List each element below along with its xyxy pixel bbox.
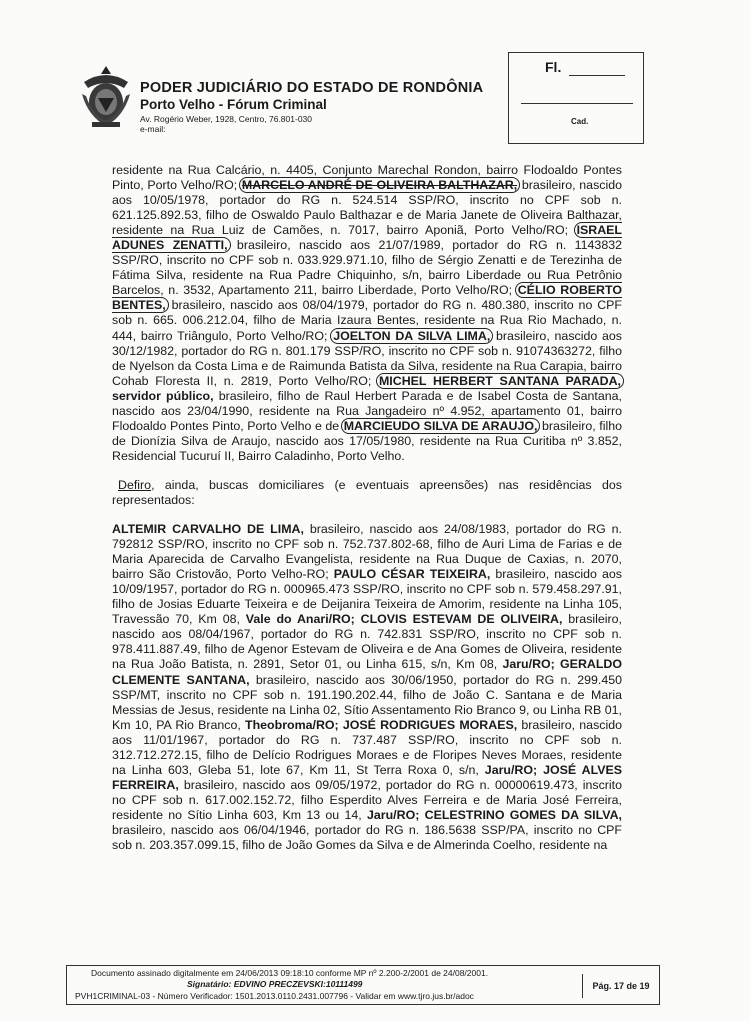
highlighted-name: ISRAEL ADUNES ZENATTI, — [112, 223, 622, 253]
name-span: ALTEMIR CARVALHO DE LIMA, — [112, 522, 304, 537]
highlighted-name: JOELTON DA SILVA LIMA, — [330, 328, 493, 344]
coat-of-arms-icon — [78, 64, 134, 130]
paragraph-defiro — [112, 478, 622, 508]
highlighted-name: MARCELO ANDRÉ DE OLIVEIRA BALTHAZAR, — [239, 177, 520, 193]
footer-signed-line: Documento assinado digitalmente em 24/06/2013 09:18:10 conforme MP nº 2.200-2/2001 de 24/08/2001. — [91, 968, 489, 978]
text-span: brasileiro, nascido aos 10/05/1978, portador do RG n. 524.514 SSP/RO, inscrito no CPF sob n. 621.125.892.53, filho de Oswaldo Paulo Balthazar e de Maria Janete de Oliveira Balthazar, residente na Rua Luiz de Camões, n. 7017, bairro Aponiã, Porto Velho/RO; — [112, 178, 622, 238]
signature-footer — [66, 965, 660, 1005]
court-address: Av. Rogério Weber, 1928, Centro, 76.801-030 — [140, 114, 313, 124]
name-span: Jaru/RO; JOSÉ ALVES FERREIRA, — [112, 762, 623, 792]
cad-label: Cad. — [571, 117, 589, 126]
text-span: brasileiro, nascido aos 08/04/1967, portador do RG n. 742.831 SSP/RO, inscrito no CPF sob n. 978.411.887.49, filho de Agenor Estevam de Oliveira e de Ana Gomes de Oliveira, residente na Rua João Batista, n. 2891, Setor 01, ou Linha 615, s/n, Km 08, — [112, 612, 622, 672]
document-body — [112, 163, 622, 853]
text-span: brasileiro, nascido aos 10/09/1957, portador do RG n. 000965.473 SSP/RO, inscrito no CPF sob n. 579.458.297.91, filho de Josias Eduarte Teixeira e de Deijanira Teixeira de Amorim, residente na Linha 105, Travessão 70, Km 08, — [112, 567, 622, 627]
court-name: PODER JUDICIÁRIO DO ESTADO DE RONDÔNIA — [140, 80, 484, 96]
paragraph-representados — [112, 522, 622, 853]
text-span: brasileiro, nascido aos 06/04/1946, portador do RG n. 186.5638 SSP/PA, inscrito no CPF sob n. 203.357.099.15, filho de João Gomes da Silva e de Almerinda Coelho, residente na — [112, 822, 622, 853]
folio-number-line — [569, 75, 625, 76]
name-span: Theobroma/RO; JOSÉ RODRIGUES MORAES, — [245, 717, 518, 732]
text-span: brasileiro, filho de Raul Herbert Parada e de Isabel Costa de Santana, nascido aos 23/04/1990, residente na Rua Jangadeiro nº 4.952, apartamento 01, bairro Flodoaldo Pontes Pinto, Porto Velho e de — [112, 388, 622, 433]
highlighted-name: MARCIEUDO SILVA DE ARAUJO, — [341, 418, 541, 434]
text-span: , ainda, buscas domiciliares (e eventuais apreensões) nas residências dos representados: — [112, 477, 622, 507]
text-span: brasileiro, nascido aos 30/12/1982, portador do RG n. 801.179 SSP/RO, inscrito no CPF sob n. 91074363272, filho de Nyelson da Costa Lima e de Raimunda Batista da Silva, residente na Rua Carapia, bairro Cohab Floresta II, n. 2819, Porto Velho/RO; — [112, 328, 623, 388]
signature-line — [521, 103, 633, 104]
name-span: Vale do Anari/RO; CLOVIS ESTEVAM DE OLIVEIRA, — [245, 612, 563, 627]
page-number: Pág. 17 de 19 — [582, 974, 659, 998]
footer-signatory: Signatário: EDVINO PRECZEVSKI:10111499 — [187, 979, 363, 989]
letterhead — [140, 80, 483, 134]
highlighted-name: CÉLIO ROBERTO BENTES, — [112, 283, 622, 313]
defiro-word: Defiro — [118, 477, 152, 492]
name-span: Jaru/RO; GERALDO CLEMENTE SANTANA, — [112, 657, 622, 687]
text-span: residente na Rua Calcário, n. 4405, Conjunto Marechal Rondon, bairro Flodoaldo Pontes Pinto, Porto Velho/RO; — [112, 163, 622, 193]
folio-stamp-box — [508, 52, 644, 144]
text-span: brasileiro, nascido aos 09/05/1972, portador do RG n. 00000619.473, inscrito no CPF sob n. 617.002.152.72, filho Esperdito Alves Ferreira e de Maria José Ferreira, residente no Sítio Linha 603, Km 13 ou 14, — [112, 777, 622, 822]
text-span: brasileiro, nascido aos 24/08/1983, portador do RG n. 792812 SSP/RO, inscrito no CPF sob n. 752.737.802-68, filho de Auri Lima de Farias e de Maria Aparecida de Carvalho Evangelista, residente na Rua Duque de Caxias, n. 2070, bairro São Cristovão, Porto Velho-RO; — [112, 522, 622, 582]
name-span: Jaru/RO; CELESTRINO GOMES DA SILVA, — [367, 807, 623, 822]
folio-label: Fl. — [545, 59, 562, 75]
paragraph-individuals — [112, 163, 622, 464]
text-span: brasileiro, nascido aos 08/04/1979, portador do RG n. 480.380, inscrito no CPF sob n. 665. 006.212.04, filho de Maria Izaura Bentes, residente na Rua Rio Machado, n. 444, bairro Triângulo, Porto Velho/RO; — [112, 298, 622, 343]
footer-signature-info — [67, 966, 583, 1004]
court-location: Porto Velho - Fórum Criminal — [140, 97, 327, 112]
text-span: brasileiro, nascido aos 30/06/1950, portador do RG n. 299.450 SSP/MT, inscrito no CPF sob n. 191.190.202.44, filho de João C. Santana e de Maria Messias de Jesus, residente na Linha 02, Sítio Assentamento Rio Branco 9, ou Linha RB 01, Km 10, PA Rio Branco, — [112, 672, 623, 732]
court-email-label: e-mail: — [140, 124, 166, 134]
text-span: brasileiro, nascido aos 11/01/1967, portador do RG n. 737.487 SSP/RO, inscrito no CPF sob n. 312.712.272.15, filho de Delício Rodrigues Moraes e de Floripes Neves Moraes, residente na Linha 603, Gleba 51, lote 67, Km 11, St Terra Roxa 0, s/n, — [112, 717, 622, 777]
highlighted-name: MICHEL HERBERT SANTANA PARADA, — [376, 373, 624, 389]
name-span: PAULO CÉSAR TEIXEIRA, — [333, 567, 491, 582]
text-span: brasileiro, nascido aos 21/07/1989, portador do RG n. 1143832 SSP/RO, inscrito no CPF sob n. 033.929.971.10, filho de Sérgio Zenatti e de Terezinha de Fátima Silva, residente na Rua Padre Chiquinho, s/n, bairro Liberdade ou Rua Petrônio Barcelos, n. 3532, Apartamento 211, bairro Liberdade, Porto Velho/RO; — [112, 238, 622, 298]
text-span: brasileiro, filho de Dionízia Silva de Araujo, nascido aos 17/05/1980, residente na Rua Curitiba nº 3.852, Residencial Tucuruí II, Bairro Caladinho, Porto Velho. — [112, 418, 622, 463]
text-span-bold: servidor público, — [112, 388, 214, 403]
footer-verifier: PVH1CRIMINAL-03 - Número Verificador: 1501.2013.0110.2431.007796 - Validar em www.tjro.jus.br/adoc — [75, 991, 474, 1001]
